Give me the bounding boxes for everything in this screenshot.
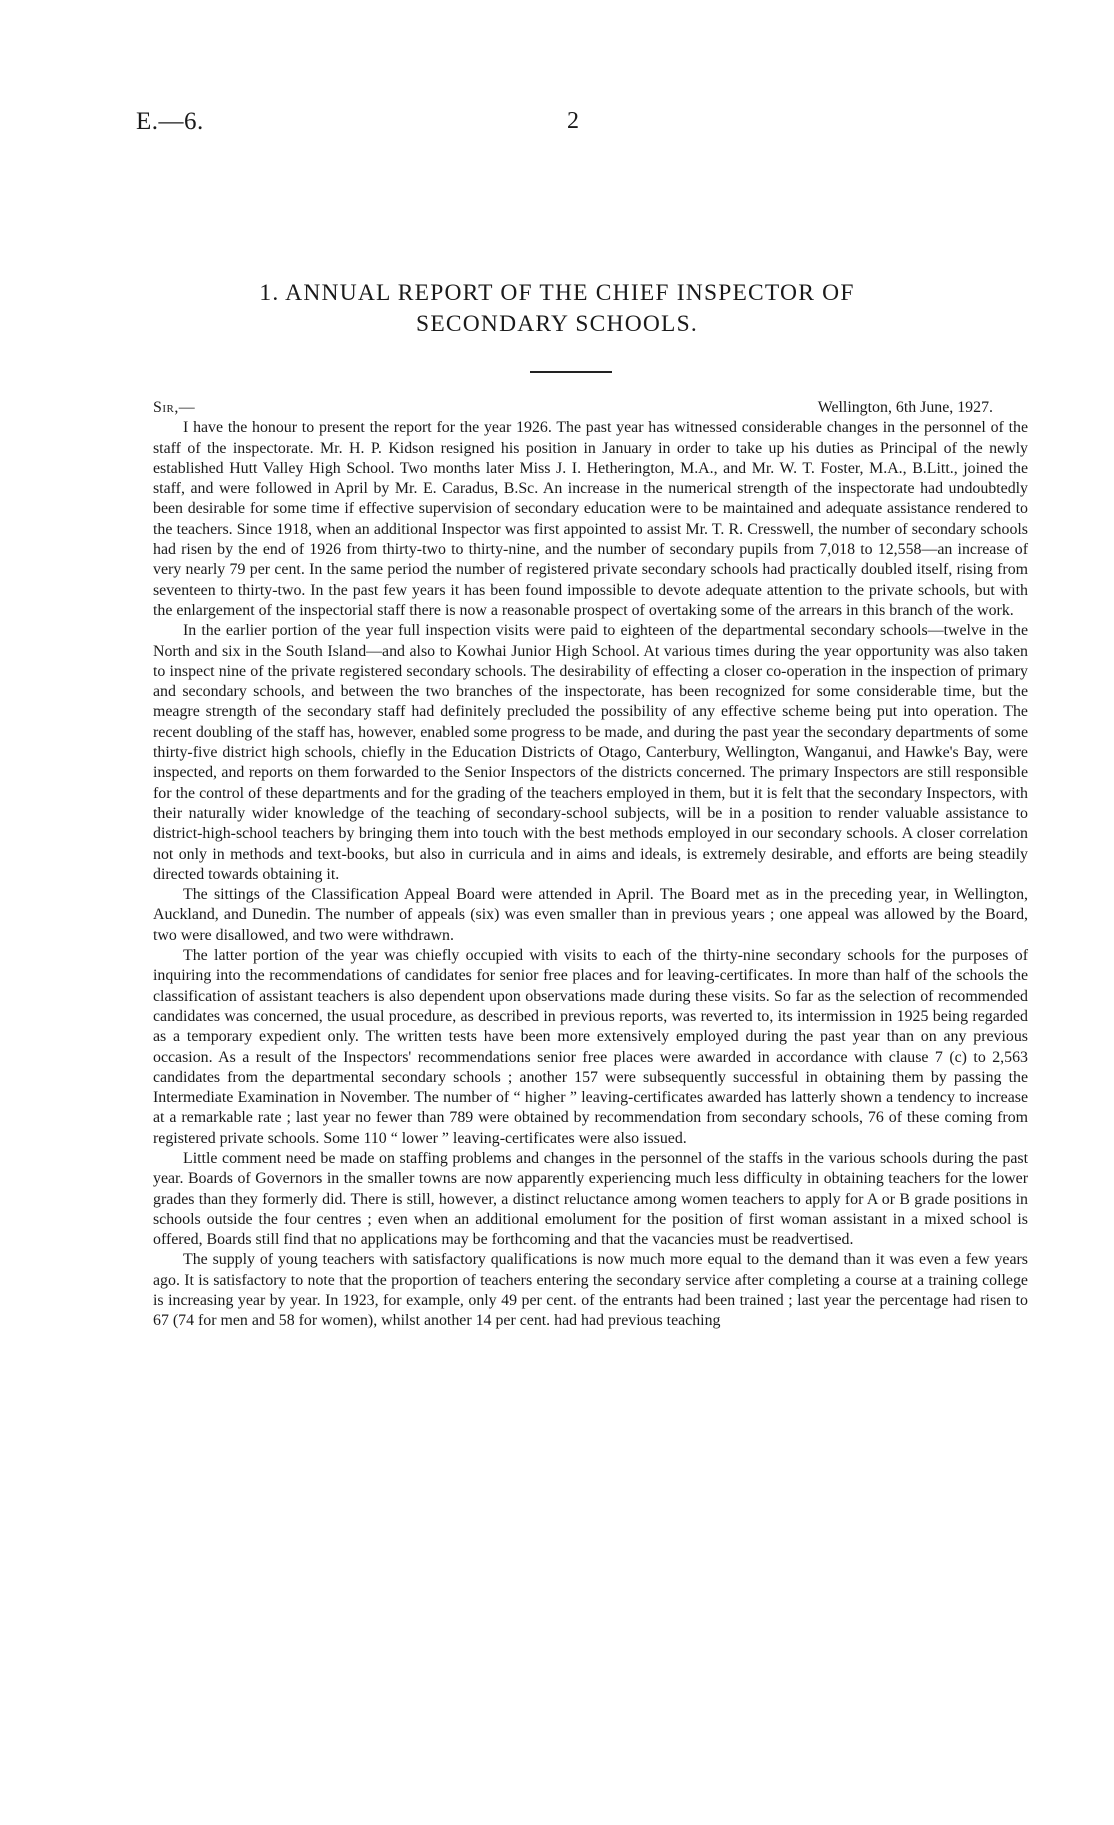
page-number: 2 <box>567 108 579 134</box>
paragraph: In the earlier portion of the year full inspection visits were paid to eighteen of the departmental secondary schools—twelve in the North and six in the South Island—and also to Kowhai Junior High School. At various times during the year opportunity was also taken to inspect nine of the private registered secondary schools. The desirability of effecting a closer co-operation in the inspection of primary and secondary schools, and between the two branches of the inspectorate, has been recognized for some considerable time, but the meagre strength of the secondary staff had definitely precluded the possibility of any effective scheme being put into operation. The recent doubling of the staff has, however, enabled some progress to be made, and during the past year the secondary departments of some thirty-five district high schools, chiefly in the Education Districts of Otago, Canterbury, Wellington, Wanganui, and Hawke's Bay, were inspected, and reports on them forwarded to the Senior Inspectors of the districts concerned. The primary Inspectors are still responsible for the control of these departments and for the grading of the teachers employed in them, but it is felt that the secondary Inspectors, with their naturally wider knowledge of the teaching of secondary-school subjects, will be in a position to render valuable assistance to district-high-school teachers by bringing them into touch with the best methods employed in our secondary schools. A closer correlation not only in methods and text-books, but also in curricula and in aims and ideals, is extremely desirable, and efforts are being steadily directed towards obtaining it. <box>153 622 1028 883</box>
letter-body <box>153 398 1028 1332</box>
paragraph: The sittings of the Classification Appeal Board were attended in April. The Board met as in the preceding year, in Wellington, Auckland, and Dunedin. The number of appeals (six) was even smaller than in previous years ; one appeal was allowed by the Board, two were disallowed, and two were withdrawn. <box>153 886 1028 944</box>
paragraph: I have the honour to present the report for the year 1926. The past year has witnessed considerable changes in the personnel of the staff of the inspectorate. Mr. H. P. Kidson resigned his position in January in order to take up his duties as Principal of the newly established Hutt Valley High School. Two months later Miss J. I. Hetherington, M.A., and Mr. W. T. Foster, M.A., B.Litt., joined the staff, and were followed in April by Mr. E. Caradus, B.Sc. An increase in the numerical strength of the inspectorate had undoubtedly been desirable for some time if effective supervision of secondary education were to be maintained and adequate assistance rendered to the teachers. Since 1918, when an additional Inspector was first appointed to assist Mr. T. R. Cresswell, the number of secondary schools had risen by the end of 1926 from thirty-two to thirty-nine, and the number of secondary pupils from 7,018 to 12,558—an increase of very nearly 79 per cent. In the same period the number of registered private secondary schools had practically doubled itself, rising from seventeen to thirty-two. In the past few years it has been found impossible to devote adequate attention to the private schools, but with the enlargement of the inspectorial staff there is now a reasonable prospect of overtaking some of the arrears in this branch of the work. <box>153 419 1028 619</box>
title-line-2: SECONDARY SCHOOLS. <box>416 311 698 337</box>
salutation: Sir,— <box>153 399 196 416</box>
paragraph: Little comment need be made on staffing problems and changes in the personnel of the staffs in the various schools during the past year. Boards of Governors in the smaller towns are now apparently experiencing much less difficulty in obtaining teachers for the lower grades than they formerly did. There is still, however, a distinct reluctance among women teachers to apply for A or B grade positions in schools outside the four centres ; even when an additional emolument for the position of first woman assistant in a mixed school is offered, Boards still find that no applications may be forthcoming and that the vacancies must be readvertised. <box>153 1149 1028 1249</box>
title-line-1: 1. ANNUAL REPORT OF THE CHIEF INSPECTOR OF <box>259 280 855 306</box>
document-reference: E.—6. <box>136 108 204 135</box>
paragraph: The supply of young teachers with satisfactory qualifications is now much more equal to the demand than it was even a few years ago. It is satisfactory to note that the proportion of teachers entering the secondary service after completing a course at a training college is increasing year by year. In 1923, for example, only 49 per cent. of the entrants had been trained ; last year the percentage had risen to 67 (74 for men and 58 for women), whilst another 14 per cent. had had previous teaching <box>153 1251 1028 1330</box>
title-divider <box>530 371 612 373</box>
paragraph: The latter portion of the year was chiefly occupied with visits to each of the thirty-nine secondary schools for the purposes of inquiring into the recommendations of candidates for senior free places and for leaving-certificates. In more than half of the schools the classification of assistant teachers is also dependent upon observations made during these visits. So far as the selection of recommended candidates was concerned, the usual procedure, as described in previous reports, was reverted to, its intermission in 1925 being regarded as a temporary expedient only. The written tests have been more extensively employed during the past year than on any previous occasion. As a result of the Inspectors' recommendations senior free places were awarded in accordance with clause 7 (c) to 2,563 candidates from the departmental secondary schools ; another 157 were subsequently successful in obtaining them by passing the Intermediate Examination in November. The number of “ higher ” leaving-certificates awarded has latterly shown a tendency to increase at a remarkable rate ; last year no fewer than 789 were obtained by recommendation from secondary schools, 76 of these coming from registered private schools. Some 110 “ lower ” leaving-certificates were also issued. <box>153 947 1028 1147</box>
letter-header <box>153 398 1028 418</box>
place-date: Wellington, 6th June, 1927. <box>817 399 993 416</box>
report-title <box>150 278 964 340</box>
